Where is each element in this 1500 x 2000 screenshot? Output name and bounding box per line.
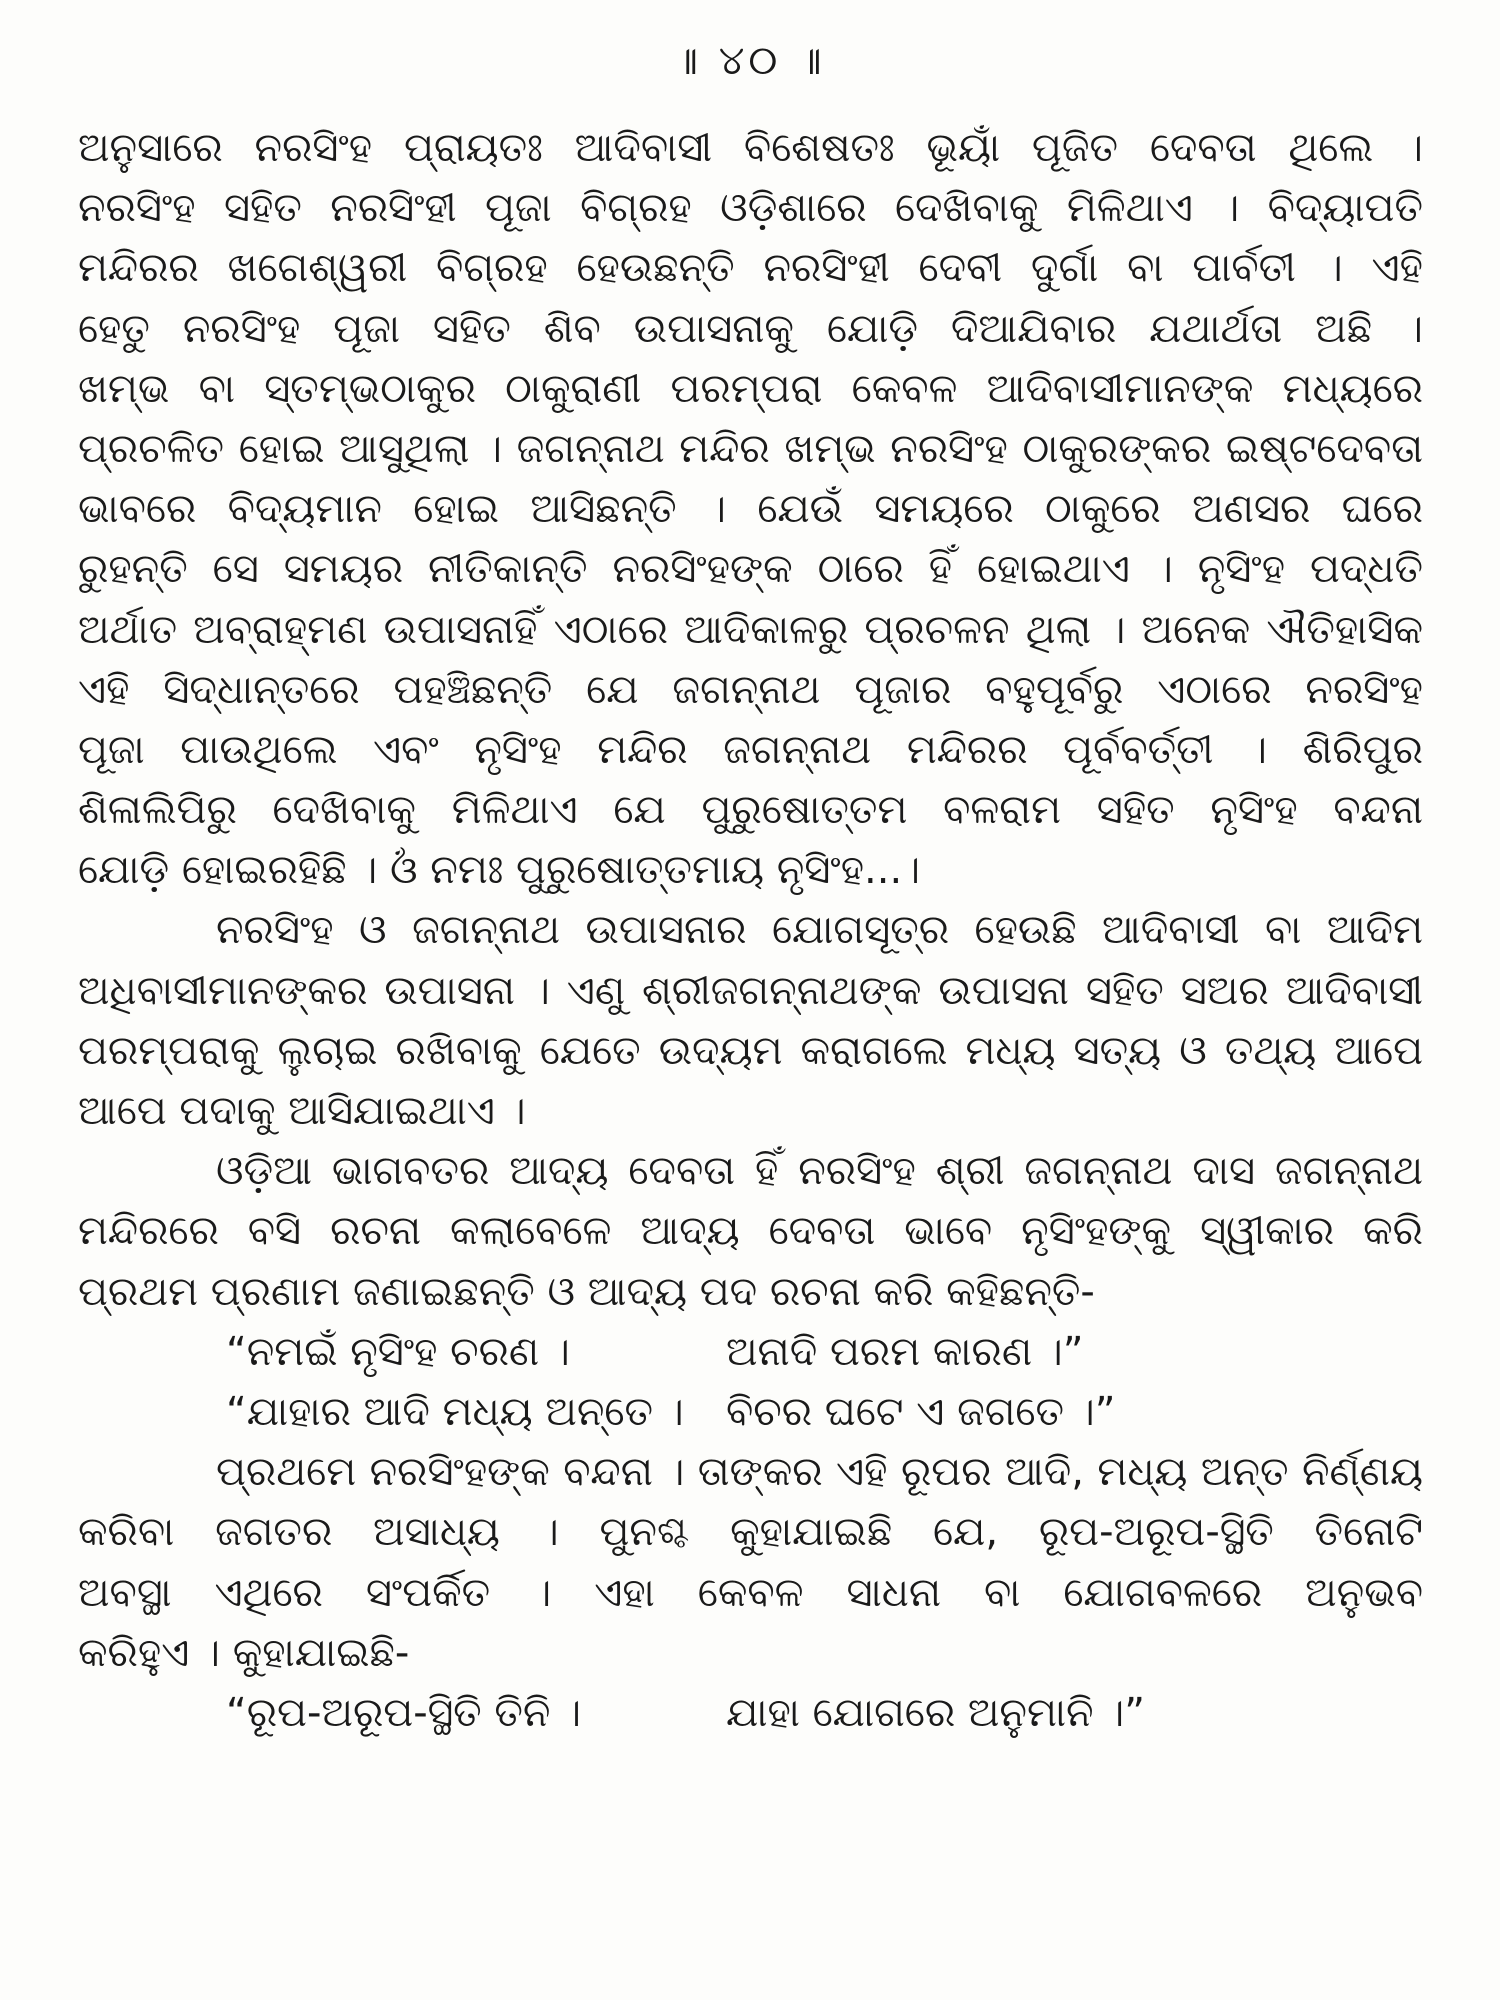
verse-second-half: ଯାହା ଯୋଗରେ ଅନୁମାନି ।”	[726, 1689, 1146, 1736]
verse-line	[78, 1322, 1423, 1382]
text-line: ଆପେ ପଦାକୁ ଆସିଯାଇଥାଏ ।	[78, 1088, 526, 1134]
verse-block-2	[78, 1683, 1423, 1743]
paragraph-4	[78, 1442, 1423, 1683]
text-line: ପ୍ରଥମେ ନରସିଂହଙ୍କ ବନ୍ଦନା । ତାଙ୍କର ଏହି ରୂପର ଆଦି, ମଧ୍ୟ ଅନ୍ତ ନିର୍ଣ୍ଣୟ	[216, 1449, 1423, 1496]
text-line: ଅର୍ଥାତ ଅବ୍ରାହ୍ମଣ ଉପାସନାହିଁ ଏଠାରେ ଆଦିକାଳରୁ ପ୍ରଚଳନ ଥିଲା । ଅନେକ ଐତିହାସିକ	[78, 606, 1423, 653]
text-line: ପରମ୍ପରାକୁ ଲୁଚାଇ ରଖିବାକୁ ଯେତେ ଉଦ୍ୟମ କରାଗଲେ ମଧ୍ୟ ସତ୍ୟ ଓ ତଥ୍ୟ ଆପେ	[78, 1027, 1423, 1074]
verse-second-half: ବିଚର ଘଟେ ଏ ଜଗତେ ।”	[726, 1388, 1116, 1435]
text-line: ଭାବରେ ବିଦ୍ୟମାନ ହୋଇ ଆସିଛନ୍ତି । ଯେଉଁ ସମୟରେ ଠାକୁରେ ଅଣସର ଘରେ	[78, 486, 1423, 533]
verse-first-half: “ଯାହାର ଆଦି ମଧ୍ୟ ଅନ୍ତେ ।	[226, 1388, 684, 1435]
text-line: କରିବା ଜଗତର ଅସାଧ୍ୟ । ପୁନଶ୍ଚ କୁହାଯାଇଛି ଯେ, ରୂପ-ଅରୂପ-ସ୍ଥିତି ତିନୋଟି	[78, 1509, 1423, 1556]
verse-first-half: “ରୂପ-ଅରୂପ-ସ୍ଥିତି ତିନି ।	[226, 1689, 582, 1736]
paragraph-2	[78, 900, 1423, 1141]
text-line: ଅଧିବାସୀମାନଙ୍କର ଉପାସନା । ଏଣୁ ଶ୍ରୀଜଗନ୍ନାଥଙ୍କ ଉପାସନା ସହିତ ସଅର ଆଦିବାସୀ	[78, 967, 1423, 1014]
verse-block-1	[78, 1322, 1423, 1442]
text-line: ପୂଜା ପାଉଥିଲେ ଏବଂ ନୃସିଂହ ମନ୍ଦିର ଜଗନ୍ନାଥ ମନ୍ଦିରର ପୂର୍ବବର୍ତ୍ତୀ । ଶିରିପୁର	[78, 726, 1423, 773]
verse-line	[78, 1683, 1423, 1743]
text-line: ଅନୁସାରେ ନରସିଂହ ପ୍ରାୟତଃ ଆଦିବାସୀ ବିଶେଷତଃ ଭୂୟାଁ ପୂଜିତ ଦେବତା ଥିଲେ ।	[78, 125, 1423, 171]
text-line: ନରସିଂହ ଓ ଜଗନ୍ନାଥ ଉପାସନାର ଯୋଗସୂତ୍ର ହେଉଛି ଆଦିବାସୀ ବା ଆଦିମ	[216, 907, 1423, 954]
text-line: ରୁହନ୍ତି ସେ ସମୟର ନୀତିକାନ୍ତି ନରସିଂହଙ୍କ ଠାରେ ହିଁ ହୋଇଥାଏ । ନୃସିଂହ ପଦ୍ଧତି	[78, 546, 1423, 593]
verse-second-half: ଅନାଦି ପରମ କାରଣ ।”	[726, 1328, 1084, 1375]
text-line: ପ୍ରଚଳିତ ହୋଇ ଆସୁଥିଲା । ଜଗନ୍ନାଥ ମନ୍ଦିର ଖମ୍ଭ ନରସିଂହ ଠାକୁରଙ୍କର ଇଷ୍ଟଦେବତା	[78, 425, 1423, 472]
body-text	[78, 118, 1423, 1743]
text-line: ଖମ୍ଭ ବା ସ୍ତମ୍ଭଠାକୁର ଠାକୁରାଣୀ ପରମ୍ପରା କେବଳ ଆଦିବାସୀମାନଙ୍କ ମଧ୍ୟରେ	[78, 365, 1423, 412]
text-line: ଯୋଡ଼ି ହୋଇରହିଛି । ଓଁ ନମଃ ପୁରୁଷୋତ୍ତମାୟ ନୃସିଂହ...।	[78, 847, 921, 894]
paragraph-3	[78, 1141, 1423, 1322]
text-line: କରିହୁଏ । କୁହାଯାଇଛି-	[78, 1629, 410, 1676]
text-line: ନରସିଂହ ସହିତ ନରସିଂହୀ ପୂଜା ବିଗ୍ରହ ଓଡ଼ିଶାରେ ଦେଖିବାକୁ ମିଳିଥାଏ । ବିଦ୍ୟାପତି	[78, 185, 1423, 232]
text-line: ଓଡ଼ିଆ ଭାଗବତର ଆଦ୍ୟ ଦେବତା ହିଁ ନରସିଂହ ଶ୍ରୀ ଜଗନ୍ନାଥ ଦାସ ଜଗନ୍ନାଥ	[216, 1148, 1423, 1195]
page-number: ॥ ୪୦ ॥	[674, 38, 826, 84]
text-line: ପ୍ରଥମ ପ୍ରଣାମ ଜଣାଇଛନ୍ତି ଓ ଆଦ୍ୟ ପଦ ରଚନା କରି କହିଛନ୍ତି-	[78, 1268, 1095, 1315]
text-line: ଅବସ୍ଥା ଏଥିରେ ସଂପର୍କିତ । ଏହା କେବଳ ସାଧନା ବା ଯୋଗବଳରେ ଅନୁଭବ	[78, 1569, 1423, 1616]
text-line: ହେତୁ ନରସିଂହ ପୂଜା ସହିତ ଶିବ ଉପାସନାକୁ ଯୋଡ଼ି ଦିଆଯିବାର ଯଥାର୍ଥତା ଅଛି ।	[78, 305, 1423, 352]
text-line: ମନ୍ଦିରରେ ବସି ରଚନା କଲାବେଳେ ଆଦ୍ୟ ଦେବତା ଭାବେ ନୃସିଂହଙ୍କୁ ସ୍ୱୀକାର କରି	[78, 1208, 1423, 1255]
verse-line	[78, 1382, 1423, 1442]
paragraph-1	[78, 118, 1423, 900]
verse-first-half: “ନମଇଁ ନୃସିଂହ ଚରଣ ।	[226, 1328, 570, 1375]
text-line: ଏହି ସିଦ୍ଧାନ୍ତରେ ପହଞ୍ଚିଛନ୍ତି ଯେ ଜଗନ୍ନାଥ ପୂଜାର ବହୁପୂର୍ବରୁ ଏଠାରେ ନରସିଂହ	[78, 666, 1423, 713]
text-line: ମନ୍ଦିରର ଖଗେଶ୍ୱରୀ ବିଗ୍ରହ ହେଉଛନ୍ତି ନରସିଂହୀ ଦେବୀ ଦୁର୍ଗା ବା ପାର୍ବତୀ । ଏହି	[78, 245, 1423, 292]
text-line: ଶିଳାଲିପିରୁ ଦେଖିବାକୁ ମିଳିଥାଏ ଯେ ପୁରୁଷୋତ୍ତମ ବଳରାମ ସହିତ ନୃସିଂହ ବନ୍ଦନା	[78, 787, 1423, 834]
